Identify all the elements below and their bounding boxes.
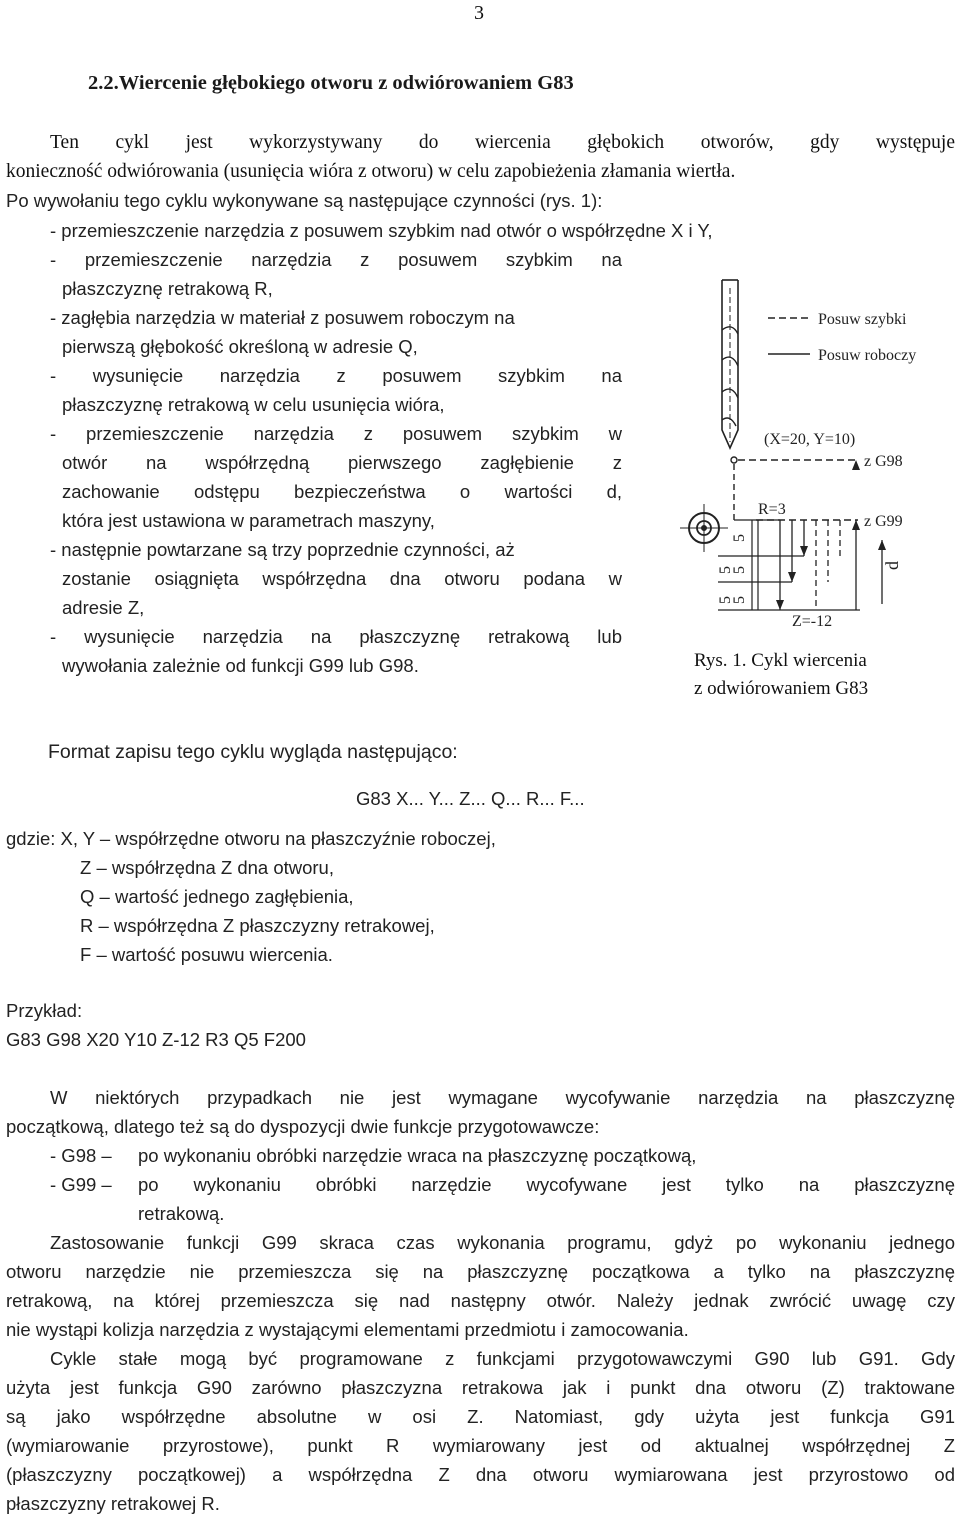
g83-cycle-figure: [660, 270, 950, 710]
step-5-cont-1: otwór na współrzędną pierwszego zagłębienie z: [62, 452, 622, 473]
z-bottom-label: Z=-12: [792, 613, 833, 630]
page-number: 3: [474, 2, 484, 24]
step-5: - przemieszczenie narzędzia z posuwem szybkim w: [50, 423, 622, 444]
figure-caption-line-2: z odwiórowaniem G83: [694, 678, 869, 699]
g98-text: po wykonaniu obróbki narzędzie wraca na płaszczyznę początkową,: [138, 1145, 697, 1166]
g99-code: - G99 –: [50, 1174, 112, 1195]
step-2-cont: płaszczyznę retrakową R,: [62, 278, 273, 299]
step-7: - wysunięcie narzędzia na płaszczyznę retrakową lub: [50, 626, 622, 647]
hole-center-symbol: [680, 504, 728, 552]
dim-5-d: 5: [717, 596, 734, 604]
format-intro: Format zapisu tego cyklu wygląda następująco:: [48, 741, 458, 763]
intro-line-2: konieczność odwiórowania (usunięcia wióra z otworu) w celu zapobieżenia złamania wiertła.: [6, 161, 736, 182]
g90-para-line-6: płaszczyzny retrakowej R.: [6, 1493, 220, 1514]
step-5-cont-2: zachowanie odstępu bezpieczeństwa o wartości d,: [62, 481, 622, 502]
g99-text: po wykonaniu obróbki narzędzie wycofywane jest tylko na płaszczyznę: [138, 1174, 955, 1195]
figure-caption-line-1: Rys. 1. Cykl wiercenia: [694, 650, 867, 671]
step-7-cont: wywołania zależnie od funkcji G99 lub G98.: [62, 655, 419, 676]
format-code: G83 X... Y... Z... Q... R... F...: [356, 788, 585, 809]
where-line-5: F – wartość posuwu wiercenia.: [80, 944, 333, 965]
step-4: - wysunięcie narzędzia z posuwem szybkim na: [50, 365, 622, 386]
retract-line-1: W niektórych przypadkach nie jest wymagane wycofywanie narzędzia na płaszczyznę: [50, 1087, 955, 1108]
g90-para-line-3: są jako współrzędne absolutne w osi Z. Natomiast, gdy użyta jest funkcja G91: [6, 1406, 955, 1427]
r-label: R=3: [758, 501, 786, 518]
dim-5-a: 5: [731, 534, 748, 542]
g90-para-line-2: użyta jest funkcja G90 zarówno płaszczyzna retrakowa jak i punkt dna otworu (Z) traktowane: [6, 1377, 955, 1398]
step-3-cont: pierwszą głębokość określoną w adresie Q,: [62, 336, 418, 357]
step-6-cont-2: adresie Z,: [62, 597, 145, 618]
g99-para-line-4: nie wystąpi kolizja narzędzia z wystającymi elementami przedmiotu i zamocowania.: [6, 1319, 689, 1340]
g99-text-cont: retrakową.: [138, 1203, 225, 1224]
step-6: - następnie powtarzane są trzy poprzednie czynności, aż: [50, 539, 515, 560]
coords-label: (X=20, Y=10): [764, 431, 856, 448]
step-6-cont-1: zostanie osiągnięta współrzędna dna otworu podana w: [62, 568, 622, 589]
intro-line-3: Po wywołaniu tego cyklu wykonywane są następujące czynności (rys. 1):: [6, 190, 603, 211]
where-line-2: Z – współrzędna Z dna otworu,: [80, 857, 334, 878]
where-line-1: gdzie: X, Y – współrzędne otworu na płaszczyźnie roboczej,: [6, 828, 496, 849]
z-g98-label: z G98: [864, 453, 903, 470]
step-2: - przemieszczenie narzędzia z posuwem szybkim na: [50, 249, 622, 270]
g99-para-line-3: retrakową, na której przemieszcza się nad następny otwór. Należy jednak zwrócić uwagę czy: [6, 1290, 955, 1311]
where-line-4: R – współrzędna Z płaszczyzny retrakowej,: [80, 915, 435, 936]
dim-5-b: 5: [717, 566, 734, 574]
step-4-cont: płaszczyznę retrakową w celu usunięcia wióra,: [62, 394, 445, 415]
step-1: - przemieszczenie narzędzia z posuwem szybkim nad otwór o współrzędne X i Y,: [50, 220, 713, 241]
where-line-3: Q – wartość jednego zagłębienia,: [80, 886, 354, 907]
drill-icon: [722, 280, 738, 448]
g98-code: - G98 –: [50, 1145, 112, 1166]
g90-para-line-4: (wymiarowanie przyrostowe), punkt R wymiarowany jest od aktualnej współrzędnej Z: [6, 1435, 955, 1456]
step-3: - zagłębia narzędzia w materiał z posuwem roboczym na: [50, 307, 515, 328]
legend-rapid-label: Posuw szybki: [818, 311, 907, 328]
example-code: G83 G98 X20 Y10 Z-12 R3 Q5 F200: [6, 1029, 306, 1050]
d-label: d: [882, 561, 902, 570]
step-5-cont-3: która jest ustawiona w parametrach maszyny,: [62, 510, 435, 531]
retract-line-2: początkową, dlatego też są do dyspozycji dwie funkcje przygotowawcze:: [6, 1116, 600, 1137]
intro-line-1: Ten cykl jest wykorzystywany do wiercenia głębokich otworów, gdy występuje: [50, 132, 955, 153]
g99-para-line-2: otworu narzędzie nie przemieszcza się na płaszczyznę początkowa a tylko na płaszczyznę: [6, 1261, 955, 1282]
g99-para-line-1: Zastosowanie funkcji G99 skraca czas wykonania programu, gdyż po wykonaniu jednego: [50, 1232, 955, 1253]
example-label: Przykład:: [6, 1000, 83, 1021]
z-g99-label: z G99: [864, 513, 903, 530]
dim-5-c: 5: [731, 566, 748, 574]
section-heading: 2.2.Wiercenie głębokiego otworu z odwiórowaniem G83: [88, 72, 574, 94]
legend-feed-label: Posuw roboczy: [818, 347, 917, 364]
g90-para-line-1: Cykle stałe mogą być programowane z funkcjami przygotowawczymi G90 lub G91. Gdy: [50, 1348, 955, 1369]
dim-5-e: 5: [731, 596, 748, 604]
g90-para-line-5: (płaszczyzny początkowej) a współrzędna Z dna otworu wymiarowana jest przyrostowo od: [6, 1464, 955, 1485]
